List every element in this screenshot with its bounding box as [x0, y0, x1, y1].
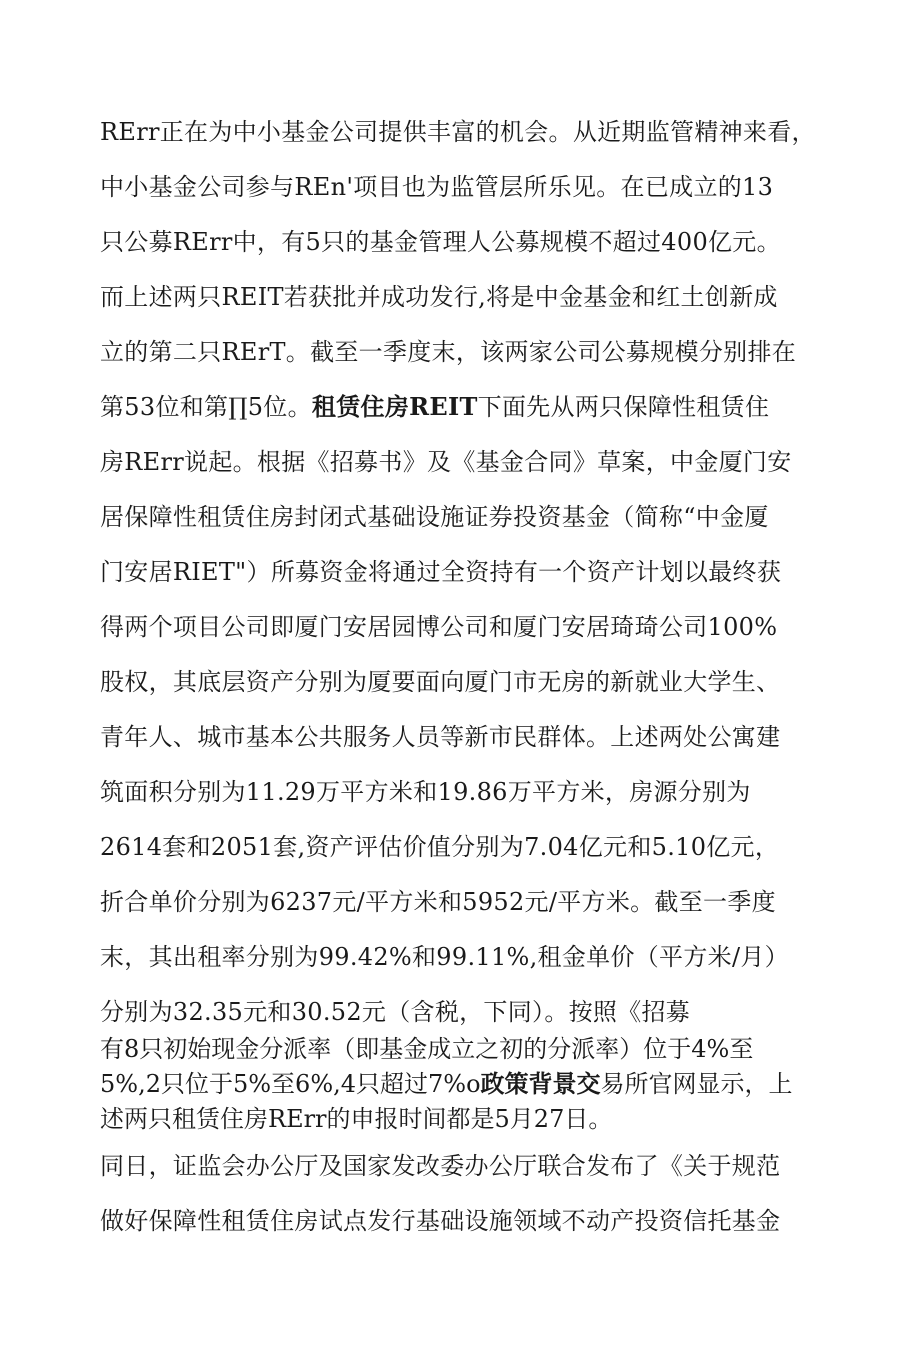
text-line-9: 门安居RIET"）所募资金将通过全资持有一个资产计划以最终获	[100, 558, 782, 586]
text-line-5: 立的第二只RErT。截至一季度末，该两家公司公募规模分别排在	[100, 338, 797, 366]
text-line-18: 有8只初始现金分派率（即基金成立之初的分派率）位于4%至	[100, 1035, 754, 1063]
text-segment: 下面先从两只保障性租赁住	[477, 393, 770, 421]
text-line-16: 末，其出租率分别为99.42%和99.11%,租金单价（平方米/月）	[100, 943, 789, 971]
text-line-21: 同日，证监会办公厅及国家发改委办公厅联合发布了《关于规范	[100, 1152, 781, 1180]
text-line-6	[100, 392, 840, 422]
text-segment: 5%,2只位于5%至6%,4只超过7%o	[100, 1070, 481, 1098]
text-line-11: 股权，其底层资产分别为厦要面向厦门市无房的新就业大学生、	[100, 668, 781, 696]
bold-heading-policy-background: 政策背景交	[480, 1069, 601, 1098]
text-segment: 第53位和第∏5位。	[100, 393, 312, 421]
text-line-8: 居保障性租赁住房封闭式基础设施证券投资基金（简称“中金厦	[100, 503, 769, 531]
text-line-4: 而上述两只REIT若获批并成功发行,将是中金基金和红土创新成	[100, 283, 778, 311]
text-line-19	[100, 1069, 840, 1099]
text-line-12: 青年人、城市基本公共服务人员等新市民群体。上述两处公寓建	[100, 723, 781, 751]
text-line-7: 房RErr说起。根据《招募书》及《基金合同》草案，中金厦门安	[100, 448, 792, 476]
bold-heading-rental-housing-reit: 租赁住房REIT	[311, 392, 478, 421]
text-line-3: 只公募RErr中，有5只的基金管理人公募规模不超过400亿元。	[100, 228, 781, 256]
text-line-17: 分别为32.35元和30.52元（含税，下同）。按照《招募	[100, 998, 691, 1026]
text-line-14: 2614套和2051套,资产评估价值分别为7.04亿元和5.10亿元，	[100, 833, 780, 861]
text-line-13: 筑面积分别为11.29万平方米和19.86万平方米，房源分别为	[100, 778, 751, 806]
text-line-1: RErr正在为中小基金公司提供丰富的机会。从近期监管精神来看，	[100, 118, 816, 146]
text-line-10: 得两个项目公司即厦门安居园博公司和厦门安居琦琦公司100%	[100, 613, 778, 641]
text-line-22: 做好保障性租赁住房试点发行基础设施领域不动产投资信托基金	[100, 1207, 781, 1235]
text-line-2: 中小基金公司参与REn'项目也为监管层所乐见。在已成立的13	[100, 173, 774, 201]
text-line-15: 折合单价分别为6237元/平方米和5952元/平方米。截至一季度	[100, 888, 776, 916]
text-segment: 易所官网显示，上	[600, 1070, 793, 1098]
text-line-20: 述两只租赁住房RErr的申报时间都是5月27日。	[100, 1105, 613, 1133]
